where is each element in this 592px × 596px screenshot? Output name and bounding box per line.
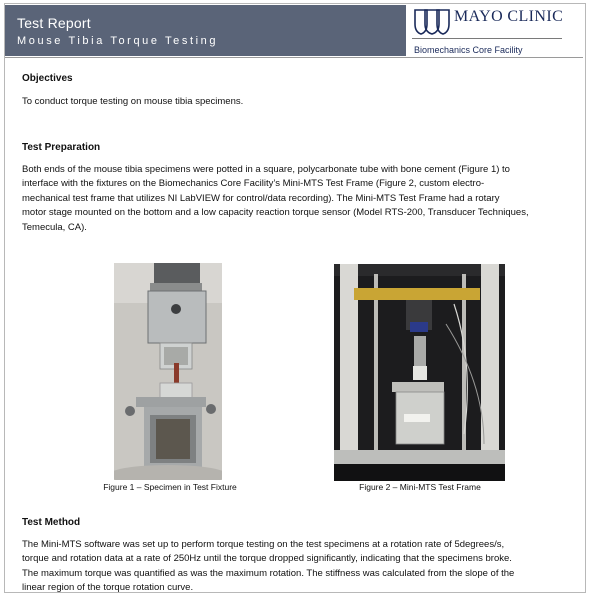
method-heading: Test Method <box>22 517 81 528</box>
logo-name: MAYO CLINIC <box>454 8 564 25</box>
mayo-clinic-logo <box>410 5 585 57</box>
preparation-line: motor stage mounted on the bottom and a low capacity reaction torque sensor (Model RTS-200, Transducer Techniques, <box>22 207 529 219</box>
preparation-heading: Test Preparation <box>22 142 101 153</box>
preparation-line: Temecula, CA). <box>22 221 87 233</box>
report-subtitle: Mouse Tibia Torque Testing <box>17 35 219 47</box>
method-paragraph <box>22 538 572 596</box>
preparation-line: Both ends of the mouse tibia specimens were potted in a square, polycarbonate tube with bone cement (Figure 1) to <box>22 164 510 175</box>
preparation-paragraph <box>22 163 572 235</box>
method-line: linear region of the torque rotation curve. <box>22 582 194 594</box>
figure-2-caption: Figure 2 – Mini-MTS Test Frame <box>359 482 481 492</box>
logo-subtitle: Biomechanics Core Facility <box>414 45 523 55</box>
figure-1-photo <box>114 263 222 480</box>
method-line: The Mini-MTS software was set up to perform torque testing on the test specimens at a rotation rate of 5degrees/s, <box>22 539 505 550</box>
objectives-text: To conduct torque testing on mouse tibia specimens. <box>22 96 244 107</box>
logo-divider <box>412 38 562 39</box>
header-band <box>5 5 406 56</box>
method-line: torque and rotation data at a rate of 250Hz until the torque dropped significantly, indicating that the specimens broke. <box>22 553 512 565</box>
preparation-line: interface with the fixtures on the Biomechanics Core Facility’s Mini-MTS Test Frame (Figure 2, custom electro- <box>22 178 485 190</box>
method-line: The maximum torque was quantified as was the maximum rotation. The stiffness was calculated from the slope of the <box>22 567 515 579</box>
figure-1-caption: Figure 1 – Specimen in Test Fixture <box>103 482 237 492</box>
report-title: Test Report <box>17 15 91 31</box>
figure-2-photo <box>334 264 505 481</box>
objectives-heading: Objectives <box>22 73 73 84</box>
mayo-shields-icon <box>413 8 451 36</box>
preparation-line: mechanical test frame that utilizes NI LabVIEW for control/data recording). The Mini-MTS Test Frame had a rotary <box>22 192 500 204</box>
header-divider <box>5 57 583 58</box>
